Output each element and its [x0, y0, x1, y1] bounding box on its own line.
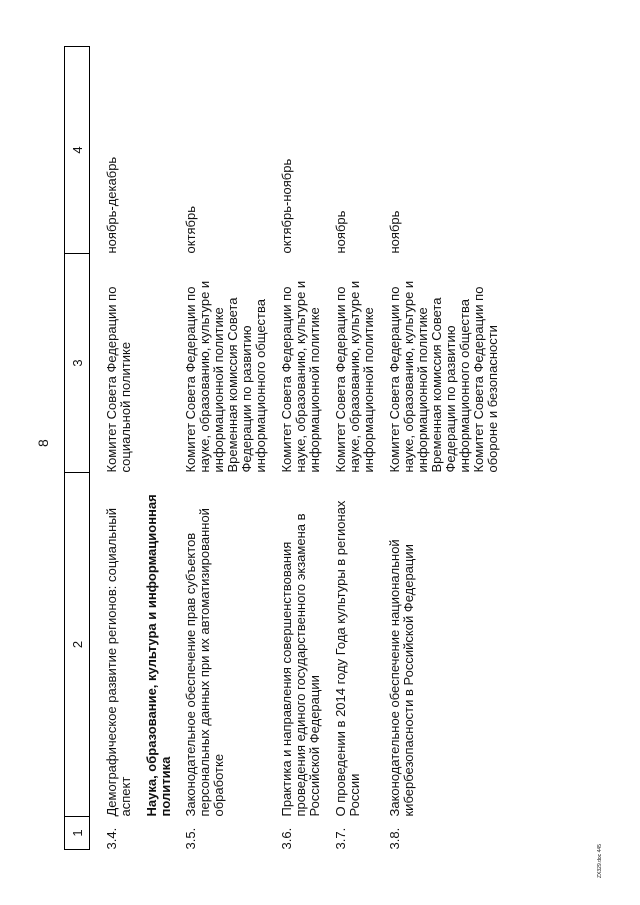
row-responsible: Комитет Совета Федерации по науке, образованию, культуре и информационной политике Временная комиссия Совета Федерации по развитию информационного общества	[183, 280, 268, 473]
row-responsible: Комитет Совета Федерации по науке, образованию, культуре и информационной политике	[333, 280, 376, 473]
row-responsible: Комитет Совета Федерации по социальной политике	[104, 286, 133, 473]
table-row	[280, 47, 334, 850]
table-row	[90, 47, 146, 850]
section-row	[145, 47, 184, 850]
plan-table-sheet	[64, 47, 608, 850]
row-title: О проведении в 2014 году Года культуры в регионах России	[333, 500, 362, 817]
row-responsible: Комитет Совета Федерации по науке, образованию, культуре и информационной политике Временная комиссия Совета Федерации по развитию информационного общества Комитет Совета Федерации по обороне и безопасности	[387, 280, 500, 473]
row-period: ноябрь	[333, 210, 348, 254]
column-header-event: 2	[65, 473, 90, 817]
section-blank-responsible	[145, 254, 184, 473]
row-title: Демографическое развитие регионов: социальный аспект	[104, 508, 133, 817]
row-title: Законодательное обеспечение прав субъектов персональных данных при их автоматизированной обработке	[183, 508, 226, 817]
table-row	[334, 47, 388, 850]
document-code: ZX329.doc 445	[597, 844, 603, 878]
row-number: 3.5.	[183, 827, 198, 850]
row-responsible: Комитет Совета Федерации по науке, образованию, культуре и информационной политике	[279, 280, 322, 473]
row-period: октябрь-ноябрь	[279, 158, 294, 254]
row-number: 3.8.	[387, 827, 402, 850]
table-header-row	[65, 47, 90, 850]
row-number: 3.4.	[104, 827, 119, 850]
table-row	[388, 47, 512, 850]
row-period: октябрь	[183, 205, 198, 254]
row-number: 3.7.	[333, 827, 348, 850]
plan-table	[64, 46, 512, 850]
row-title: Законодательное обеспечение национальной кибербезопасности в Российской Федерации	[387, 539, 416, 817]
column-header-responsible: 3	[65, 254, 90, 473]
column-header-number: 1	[65, 817, 90, 850]
page-number: 8	[35, 439, 51, 447]
column-header-period: 4	[65, 47, 90, 254]
table-row	[184, 47, 280, 850]
row-period: ноябрь-декабрь	[104, 156, 119, 254]
section-heading: Наука, образование, культура и информационная политика	[144, 494, 173, 817]
row-number: 3.6.	[279, 827, 294, 850]
row-title: Практика и направления совершенствования проведения единого государственного экзамена в Российской Федерации	[279, 513, 322, 817]
section-spacer	[145, 817, 184, 850]
section-blank-period	[145, 47, 184, 254]
row-period: ноябрь	[387, 210, 402, 254]
